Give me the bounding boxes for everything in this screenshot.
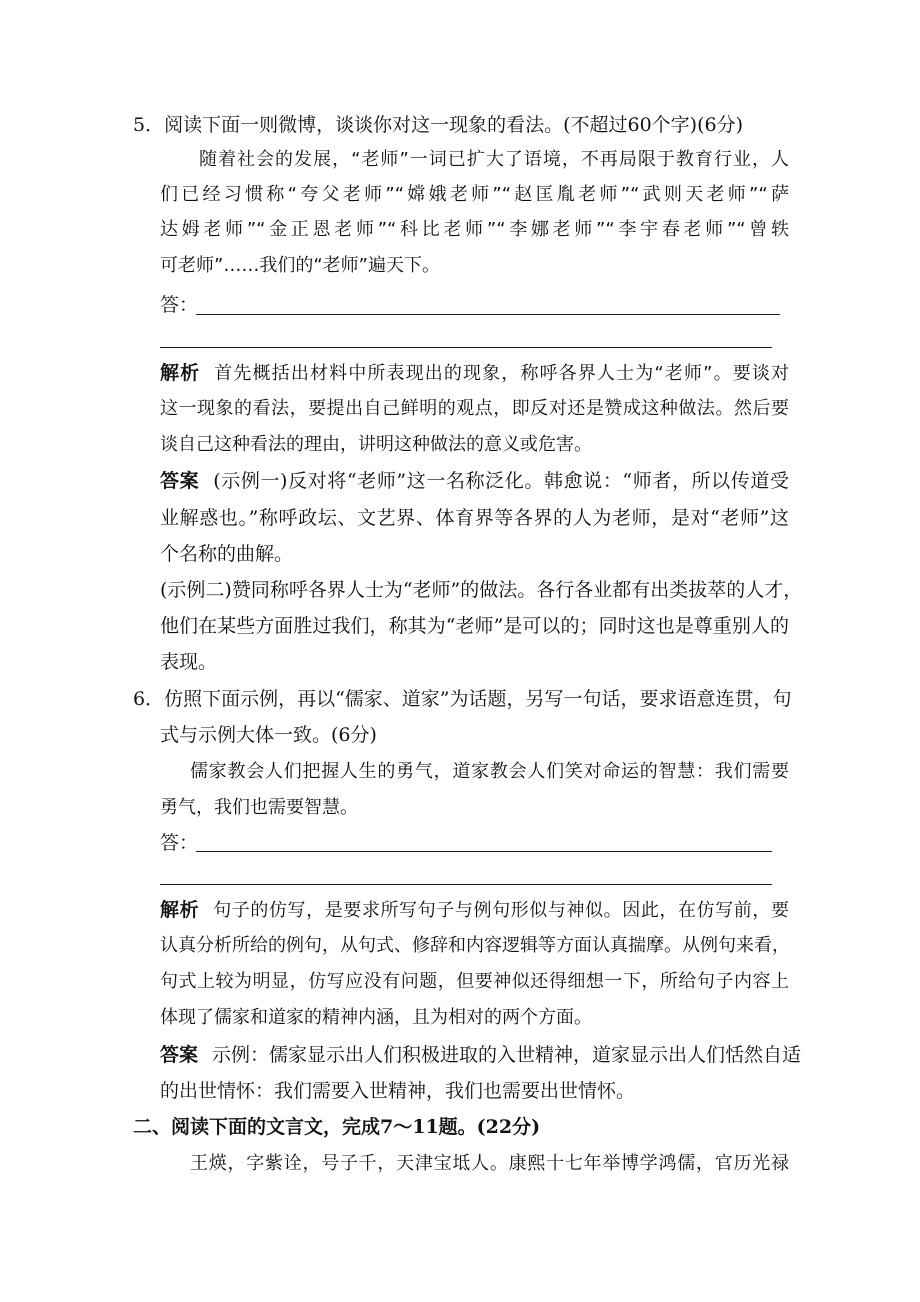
answer-label: 答案 (160, 1044, 199, 1066)
q5-answer-line: 业解惑也。”称呼政坛、文艺界、体育界等各界的人为老师，是对“老师”这 (160, 507, 789, 529)
q5-answer-line: 表现。 (160, 651, 218, 673)
q5-answer-blank-line (196, 314, 780, 315)
q5-material-line: 随着社会的发展，“老师”一词已扩大了语境，不再局限于教育行业，人 (199, 149, 789, 170)
q6-analysis-line: 体现了儒家和道家的精神内涵，且为相对的两个方面。 (160, 1007, 592, 1028)
q6-example-line: 勇气，我们也需要智慧。 (160, 797, 358, 818)
q6-analysis-line (160, 897, 789, 924)
q5-material-line: 达姆老师”“金正恩老师”“科比老师”“李娜老师”“李宇春老师”“曾轶 (160, 219, 789, 240)
q6-answer-text: 示例：儒家显示出人们积极进取的入世精神，道家显示出人们恬然自适 (212, 1044, 802, 1066)
q5-analysis-text: 首先概括出材料中所表现出的现象，称呼各界人士为“老师”。要谈对 (214, 363, 789, 384)
q6-analysis-text: 句子的仿写，是要求所写句子与例句形似与神似。因此，在仿写前，要 (213, 900, 789, 921)
section-heading: 二、阅读下面的文言文，完成7～11题。(22分) (133, 1116, 541, 1138)
q5-answer-prefix: 答： (160, 294, 199, 316)
q5-answer-text: (示例一)反对将“老师”这一名称泛化。韩愈说：“师者，所以传道受 (213, 470, 789, 492)
q6-stem-line: 式与示例大体一致。(6分) (160, 724, 377, 746)
q5-answer-blank-line (160, 347, 772, 348)
q5-analysis-line: 这一现象的看法，要提出自己鲜明的观点，即反对还是赞成这种做法。然后要 (160, 398, 789, 419)
q6-stem-line: 6．仿照下面示例，再以“儒家、道家”为话题，另写一句话，要求语意连贯，句 (133, 688, 792, 710)
q6-answer-prefix: 答： (160, 832, 199, 854)
analysis-label: 解析 (160, 899, 200, 921)
q6-answer-blank-line (196, 851, 772, 852)
q6-answer-line: 的出世情怀：我们需要入世精神，我们也需要出世情怀。 (160, 1080, 636, 1102)
analysis-label: 解析 (160, 362, 201, 384)
q5-answer-line: (示例二)赞同称呼各界人士为“老师”的做法。各行各业都有出类拔萃的人才， (160, 579, 803, 601)
q5-stem: 5．阅读下面一则微博，谈谈你对这一现象的看法。(不超过60个字)(6分) (133, 114, 744, 136)
q6-analysis-line: 句式上较为明显，仿写应没有问题，但要神似还得细想一下，所给句子内容上 (160, 971, 789, 992)
q5-analysis-line (160, 360, 789, 387)
q5-material-line: 可老师”……我们的“老师”遍天下。 (160, 255, 440, 276)
q6-analysis-line: 认真分析所给的例句，从句式、修辞和内容逻辑等方面认真揣摩。从例句来看， (160, 935, 790, 956)
q6-answer-line (160, 1042, 802, 1068)
section-first-line: 王煐，字紫诠，号子千，天津宝坻人。康熙十七年举博学鸿儒，官历光禄 (190, 1153, 789, 1174)
q5-answer-line: 个名称的曲解。 (160, 543, 294, 565)
q5-material-line: 们已经习惯称“夸父老师”“嫦娥老师”“赵匡胤老师”“武则天老师”“萨 (160, 184, 789, 205)
q5-answer-line (160, 468, 789, 494)
q5-answer-line: 他们在某些方面胜过我们，称其为“老师”是可以的；同时这也是尊重别人的 (160, 615, 789, 637)
q5-analysis-line: 谈自己这种看法的理由，讲明这种做法的意义或危害。 (160, 434, 592, 455)
q6-example-line: 儒家教会人们把握人生的勇气，道家教会人们笑对命运的智慧：我们需要 (190, 761, 789, 782)
q6-answer-blank-line (160, 884, 772, 885)
answer-label: 答案 (160, 470, 200, 492)
